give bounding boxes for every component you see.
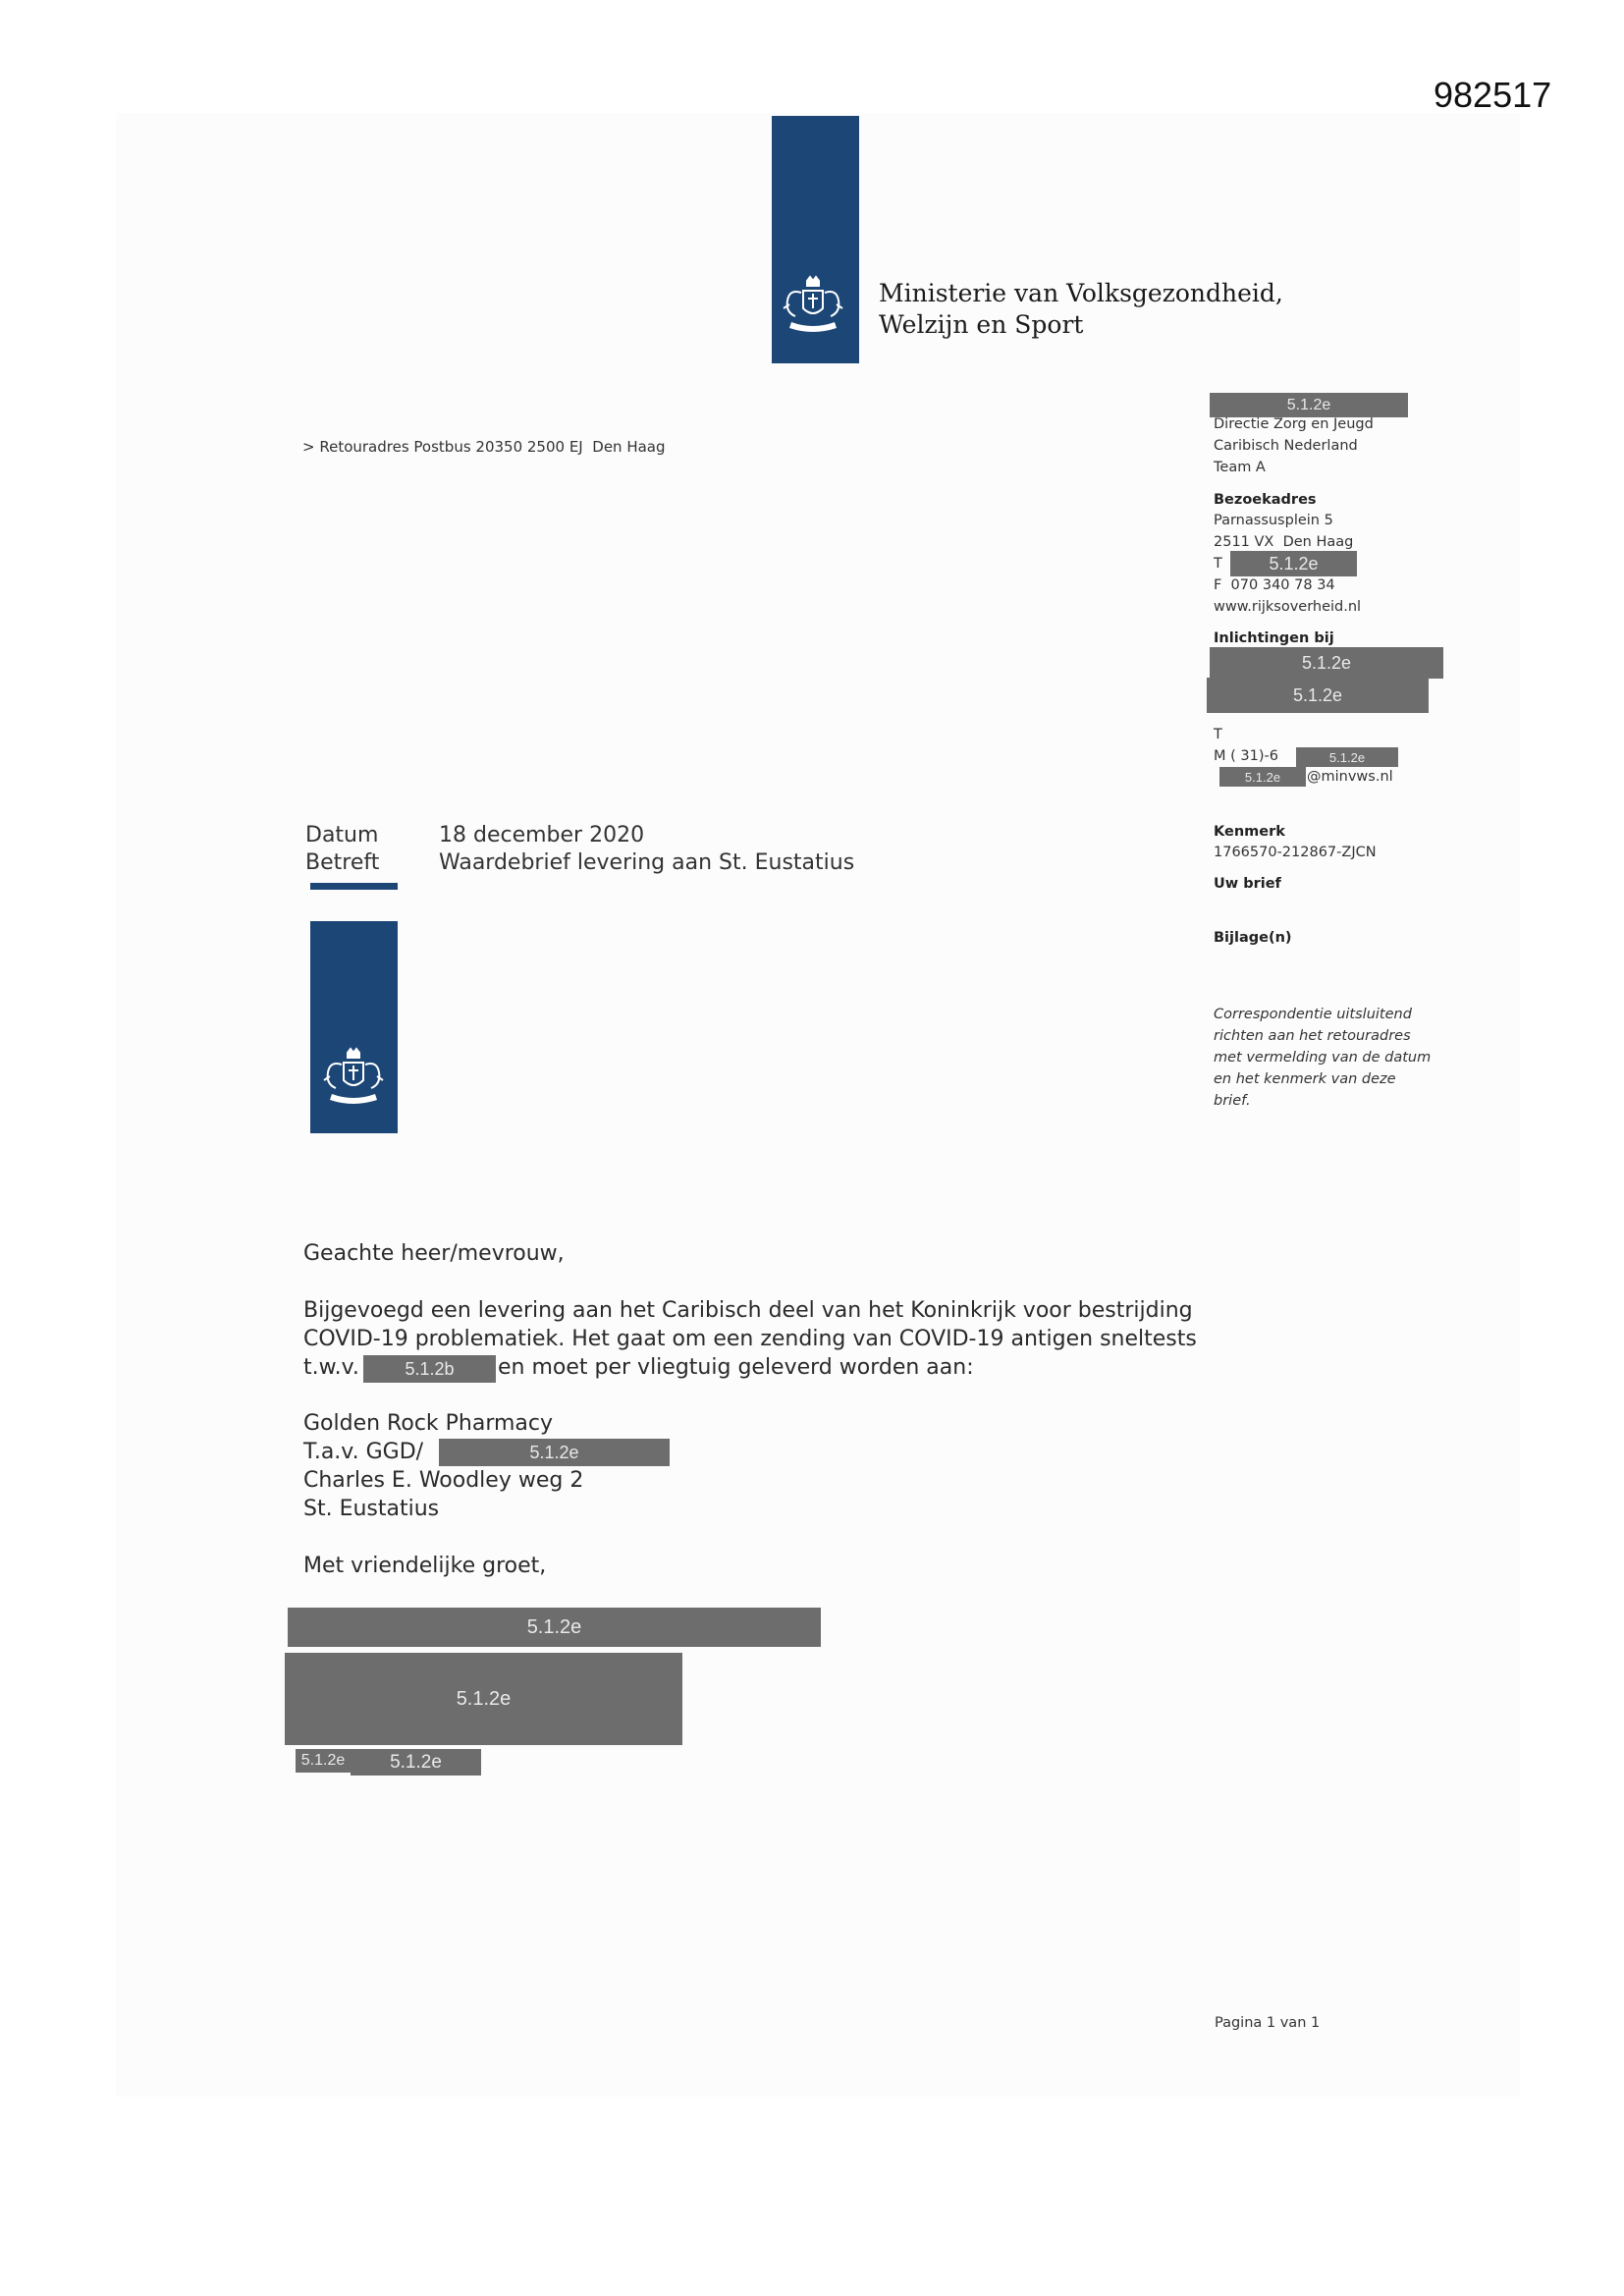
signature-redaction: 5.1.2e bbox=[288, 1608, 821, 1647]
redaction-box: 5.1.2e bbox=[1210, 647, 1443, 679]
redaction-box: 5.1.2e bbox=[1296, 747, 1398, 767]
contact-heading: Inlichtingen bij bbox=[1214, 630, 1334, 646]
street-address: Parnassusplein 5 bbox=[1214, 513, 1333, 528]
ministry-name bbox=[879, 278, 1283, 341]
page-number: Pagina 1 van 1 bbox=[1215, 2015, 1321, 2031]
ministry-name-line-1: Ministerie van Volksgezondheid, bbox=[879, 279, 1283, 307]
redaction-box: 5.1.2e bbox=[439, 1439, 670, 1466]
recipient-street: Charles E. Woodley weg 2 bbox=[303, 1468, 584, 1493]
signature-redaction: 5.1.2e bbox=[351, 1749, 481, 1776]
coat-of-arms-icon bbox=[318, 1047, 389, 1114]
reference-heading: Kenmerk bbox=[1214, 824, 1285, 840]
fax-number: F 070 340 78 34 bbox=[1214, 577, 1335, 593]
paragraph-line-start: t.w.v. bbox=[303, 1355, 359, 1380]
subject-value: Waardebrief levering aan St. Eustatius bbox=[439, 850, 855, 875]
correspondence-note: Correspondentie uitsluitend richten aan het retouradres met vermelding van de datum en het kenmerk van deze brief. bbox=[1214, 1007, 1432, 1109]
reference-number: 1766570-212867-ZJCN bbox=[1214, 845, 1377, 860]
signature-redaction: 5.1.2e bbox=[296, 1749, 351, 1773]
redaction-box: 5.1.2e bbox=[1210, 393, 1408, 417]
recipient-name: Golden Rock Pharmacy bbox=[303, 1411, 554, 1436]
postal-address: 2511 VX Den Haag bbox=[1214, 534, 1354, 550]
website: www.rijksoverheid.nl bbox=[1214, 599, 1362, 615]
visit-address-heading: Bezoekadres bbox=[1214, 492, 1317, 508]
email-domain: @minvws.nl bbox=[1307, 769, 1393, 785]
salutation: Geachte heer/mevrouw, bbox=[303, 1241, 565, 1266]
phone-prefix: T bbox=[1214, 556, 1222, 572]
paragraph-line: COVID-19 problematiek. Het gaat om een zending van COVID-19 antigen sneltests bbox=[303, 1327, 1197, 1351]
your-letter-heading: Uw brief bbox=[1214, 876, 1281, 892]
date-value: 18 december 2020 bbox=[439, 823, 645, 847]
document-number: 982517 bbox=[1434, 75, 1552, 115]
return-address: > Retouradres Postbus 20350 2500 EJ Den Haag bbox=[302, 438, 666, 456]
coat-of-arms-icon bbox=[778, 275, 848, 342]
attachments-heading: Bijlage(n) bbox=[1214, 930, 1292, 946]
department: Directie Zorg en Jeugd bbox=[1214, 416, 1374, 432]
redaction-box: 5.1.2b bbox=[363, 1355, 496, 1383]
signature-redaction: 5.1.2e bbox=[285, 1653, 682, 1745]
redaction-box: 5.1.2e bbox=[1207, 678, 1429, 713]
team: Team A bbox=[1214, 460, 1266, 475]
recipient-attention: T.a.v. GGD/ bbox=[303, 1440, 424, 1464]
redaction-box: 5.1.2e bbox=[1219, 767, 1306, 787]
mobile-prefix: M ( 31)-6 bbox=[1214, 748, 1278, 764]
closing: Met vriendelijke groet, bbox=[303, 1554, 547, 1578]
redaction-box: 5.1.2e bbox=[1230, 551, 1357, 576]
contact-phone-prefix: T bbox=[1214, 727, 1222, 742]
date-label: Datum bbox=[305, 823, 379, 847]
division: Caribisch Nederland bbox=[1214, 438, 1358, 454]
subject-label: Betreft bbox=[305, 850, 380, 875]
meta-underline bbox=[310, 883, 398, 890]
ministry-name-line-2: Welzijn en Sport bbox=[879, 310, 1084, 339]
recipient-location: St. Eustatius bbox=[303, 1497, 440, 1521]
paragraph-line: Bijgevoegd een levering aan het Caribisch deel van het Koninkrijk voor bestrijding bbox=[303, 1298, 1193, 1323]
paragraph-line-end: en moet per vliegtuig geleverd worden aan: bbox=[498, 1355, 974, 1380]
